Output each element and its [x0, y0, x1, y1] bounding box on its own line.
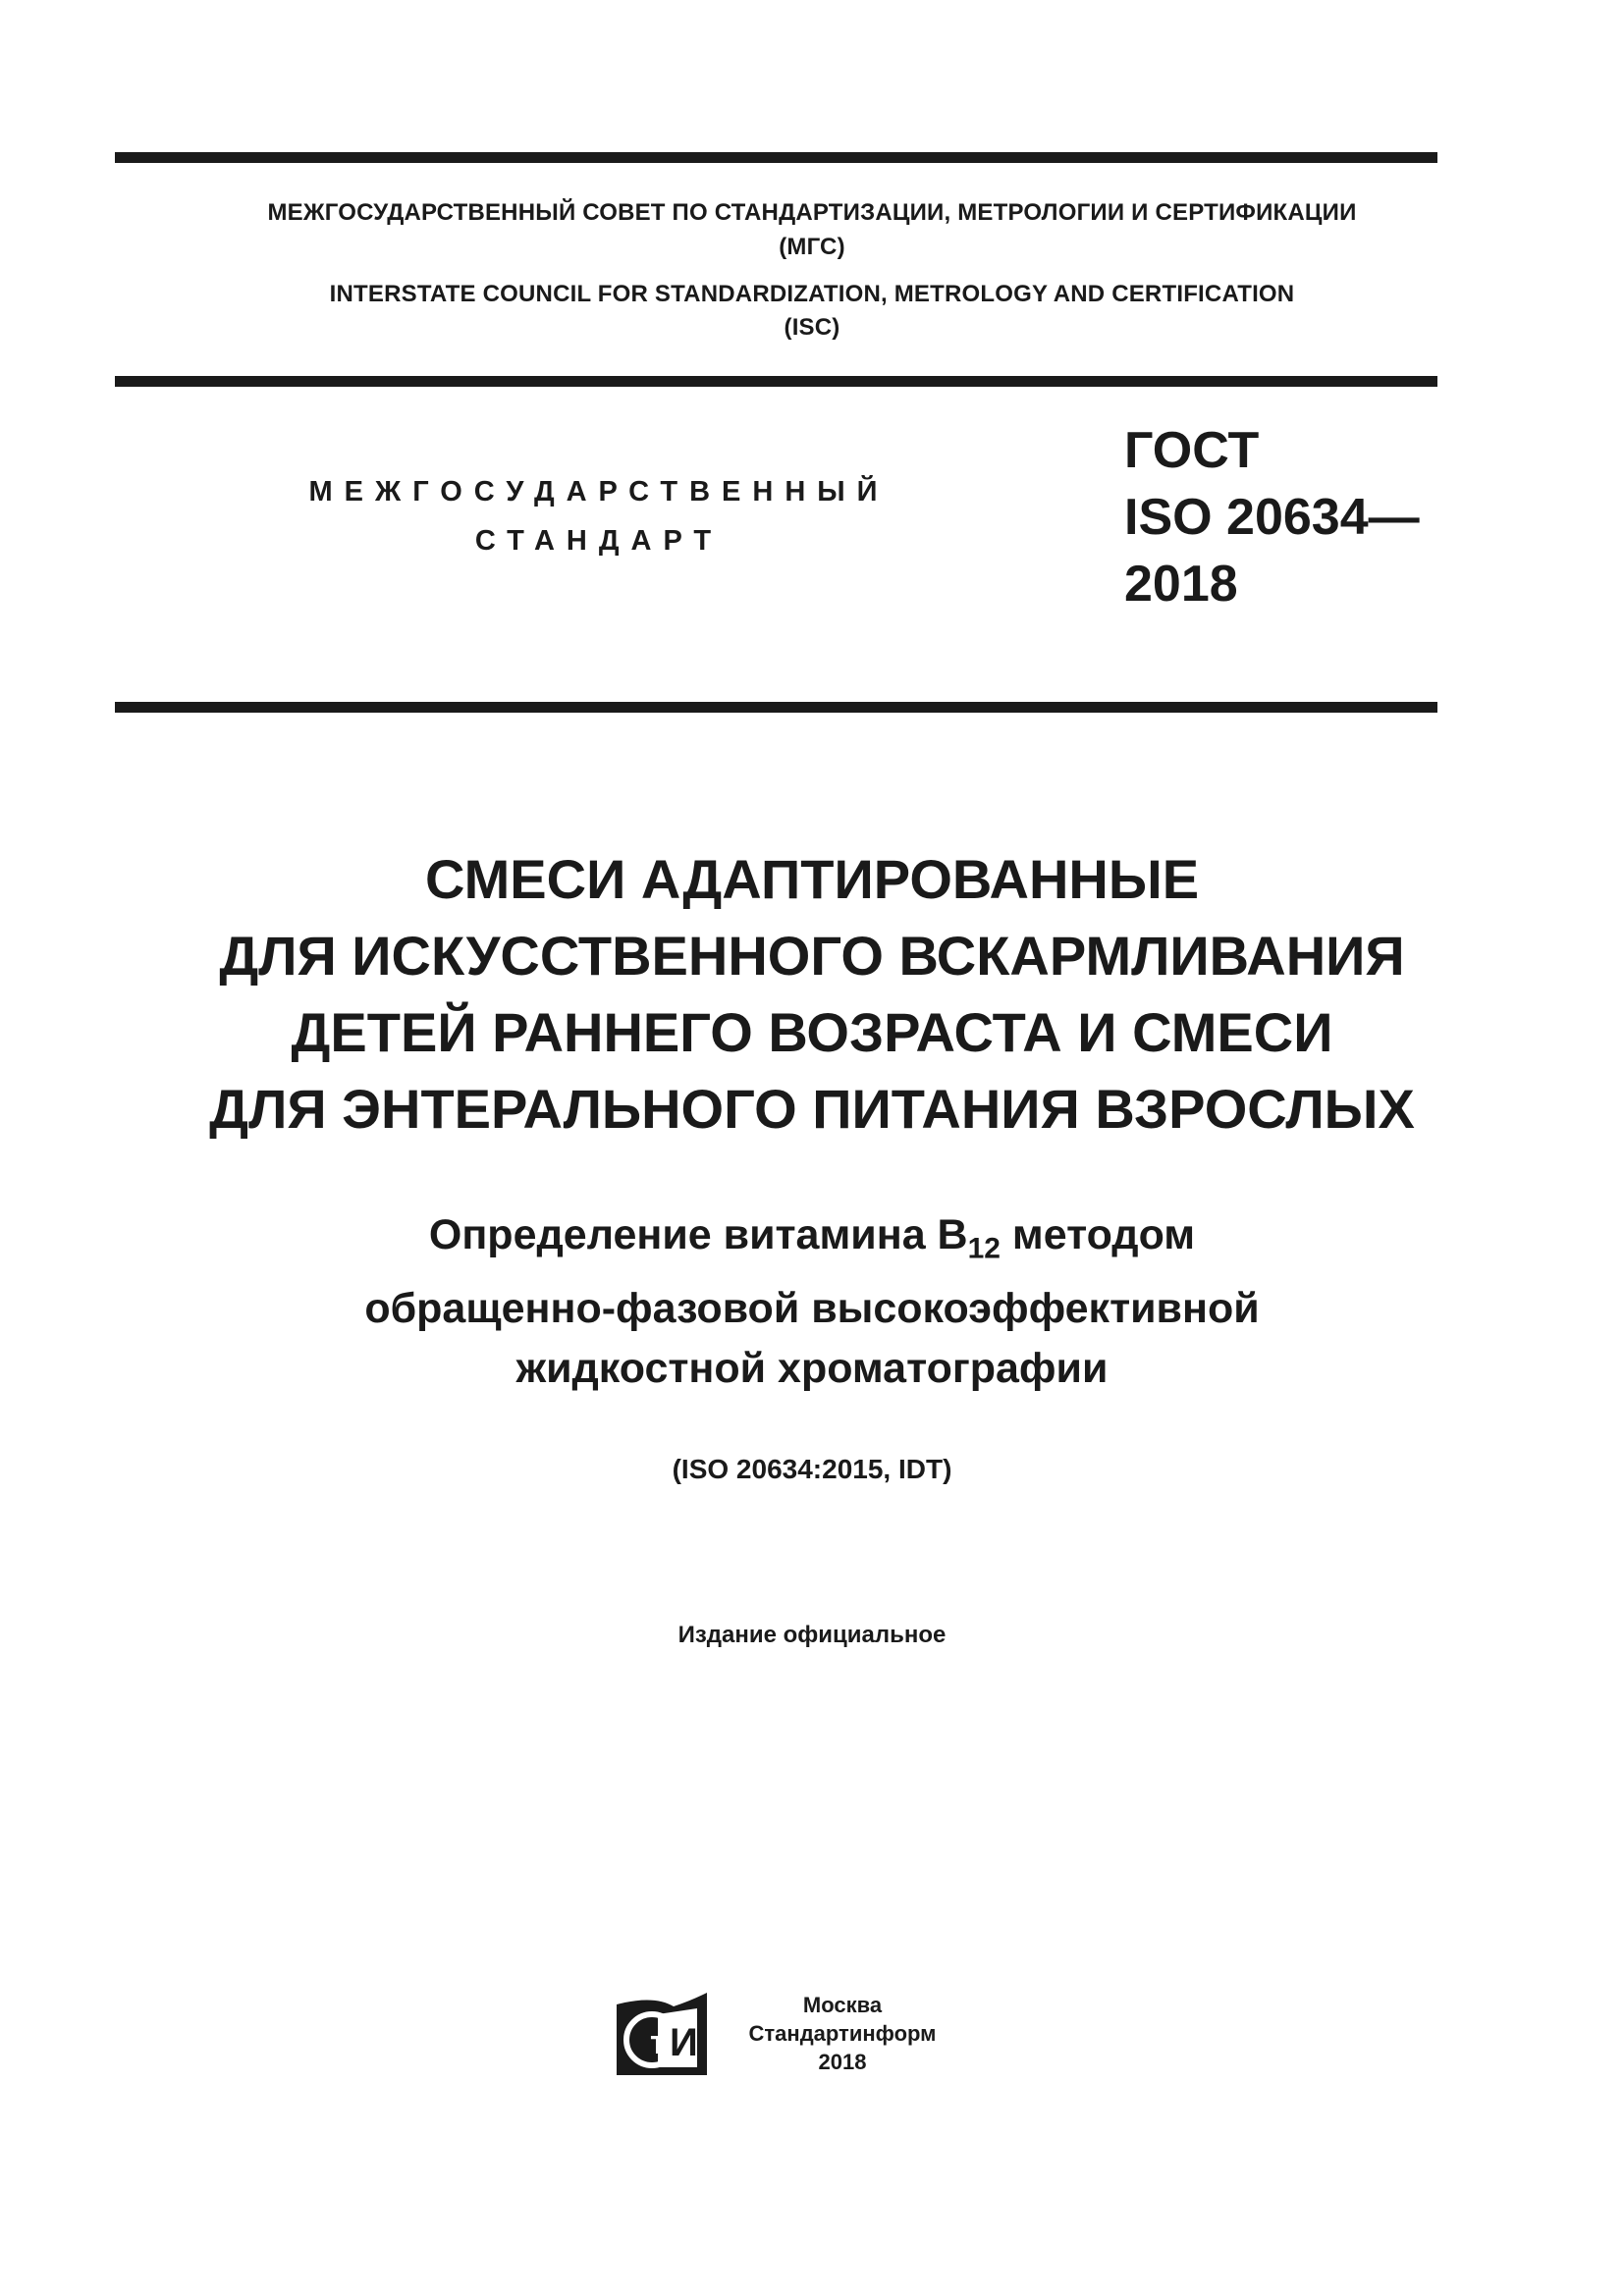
publisher-name: Стандартинформ	[748, 2021, 937, 2046]
title-line: ДЛЯ ЭНТЕРАЛЬНОГО ПИТАНИЯ ВЗРОСЛЫХ	[209, 1078, 1415, 1140]
subtitle-text: Определение витамина B	[428, 1211, 968, 1258]
subtitle-line	[0, 1205, 1624, 1279]
council-ru: МЕЖГОСУДАРСТВЕННЫЙ СОВЕТ ПО СТАНДАРТИЗАЦИИ, МЕТРОЛОГИИ И СЕРТИФИКАЦИИ	[267, 199, 1357, 226]
gost-year: 2018	[1124, 556, 1238, 613]
title-line: СМЕСИ АДАПТИРОВАННЫЕ	[424, 848, 1200, 910]
edition-note: Издание официальное	[677, 1622, 947, 1648]
standartinform-logo	[615, 1993, 709, 2075]
middle-rule	[115, 702, 1437, 713]
title-line: ДЛЯ ИСКУССТВЕННОГО ВСКАРМЛИВАНИЯ	[219, 925, 1405, 987]
document-title	[0, 841, 1624, 1148]
top-rule	[115, 152, 1437, 163]
gost-designation	[1124, 417, 1420, 617]
standard-type-line2: СТАНДАРТ	[474, 525, 724, 557]
iso-reference: (ISO 20634:2015, IDT)	[672, 1454, 952, 1484]
council-abbr-ru: (МГС)	[779, 234, 845, 260]
publisher-info	[727, 1991, 958, 2076]
council-abbr-en: (ISC)	[784, 314, 840, 341]
standard-type-line1: МЕЖГОСУДАРСТВЕННЫЙ	[308, 476, 890, 507]
subtitle-line: жидкостной хроматографии	[515, 1344, 1109, 1392]
title-line: ДЕТЕЙ РАННЕГО ВОЗРАСТА И СМЕСИ	[291, 1001, 1333, 1063]
header-rule	[115, 376, 1437, 387]
publisher-year: 2018	[818, 2050, 867, 2074]
publisher-city: Москва	[802, 1993, 883, 2017]
svg-text:И: И	[670, 2021, 698, 2064]
subtitle-line: обращенно-фазовой высокоэффективной	[364, 1284, 1260, 1332]
document-subtitle	[0, 1205, 1624, 1399]
gost-label: ГОСТ	[1124, 422, 1260, 479]
council-en: INTERSTATE COUNCIL FOR STANDARDIZATION, METROLOGY AND CERTIFICATION	[329, 281, 1295, 307]
subscript: 12	[967, 1232, 1001, 1265]
svg-text:т: т	[650, 2024, 667, 2061]
gost-number: ISO 20634—	[1124, 489, 1420, 546]
subtitle-text: методом	[1000, 1211, 1196, 1258]
